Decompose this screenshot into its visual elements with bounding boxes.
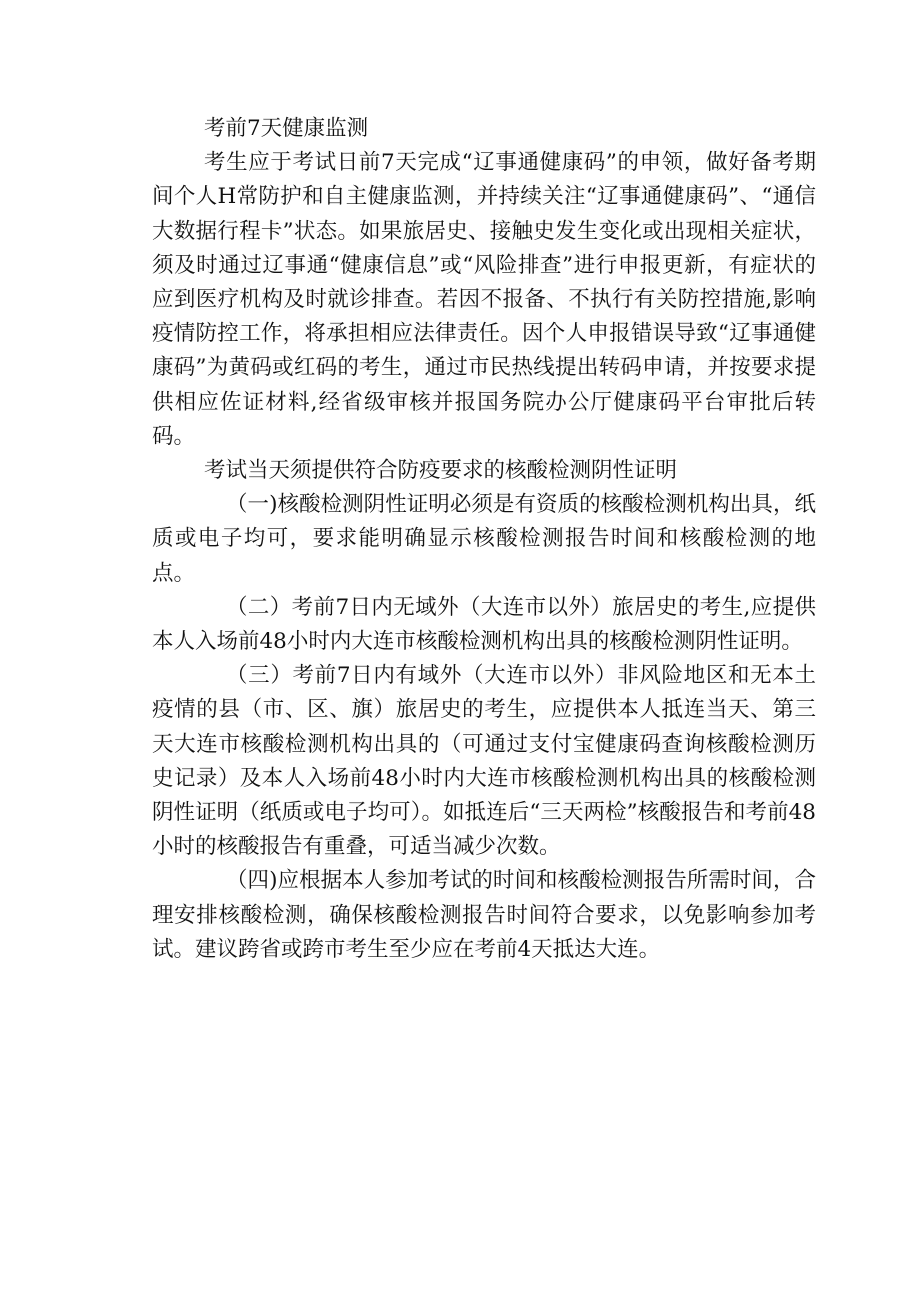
list-item-4: （四)应根据本人参加考试的时间和核酸检测报告所需时间，合理安排核酸检测，确保核酸检测报告时间符合要求，以免影响参加考试。建议跨省或跨市考生至少应在考前4天抵达大连。 — [152, 868, 816, 962]
list-item-2: （二）考前7日内无域外（大连市以外）旅居史的考生,应提供本人入场前48小时内大连市核酸检测机构出具的核酸检测阴性证明。 — [152, 594, 816, 655]
section-heading-nucleic-test: 考试当天须提供符合防疫要求的核酸检测阴性证明 — [204, 458, 678, 484]
list-item-3: （三）考前7日内有域外（大连市以外）非风险地区和无本土疫情的县（市、区、旗）旅居史的考生，应提供本人抵连当天、第三天大连市核酸检测机构出具的（可通过支付宝健康码查询核酸检测历史记录）及本人入场前48小时内大连市核酸检测机构出具的核酸检测阴性证明（纸质或电子均可）。如抵连后“三天两检”核酸报告和考前48小时的核酸报告有重叠，可适当减少次数。 — [152, 663, 816, 860]
list-item-1: （一)核酸检测阴性证明必须是有资质的核酸检测机构出具，纸质或电子均可，要求能明确显示核酸检测报告时间和核酸检测的地点。 — [152, 492, 816, 586]
document-body — [152, 112, 816, 967]
paragraph-health-code: 考生应于考试日前7天完成“辽事通健康码”的申领，做好备考期间个人H常防护和自主健康监测，并持续关注“辽事通健康码”、“通信大数据行程卡”状态。如果旅居史、接触史发生变化或出现相关症状，须及时通过辽事通“健康信息”或“风险排查”进行申报更新，有症状的应到医疗机构及时就诊排查。若因不报备、不执行有关防控措施,影响疫情防控工作，将承担相应法律责任。因个人申报错误导致“辽事通健康码”为黄码或红码的考生，通过市民热线提出转码申请，并按要求提供相应佐证材料,经省级审核并报国务院办公厅健康码平台审批后转码。 — [152, 150, 816, 449]
section-heading-health-monitoring: 考前7天健康监测 — [204, 116, 369, 141]
